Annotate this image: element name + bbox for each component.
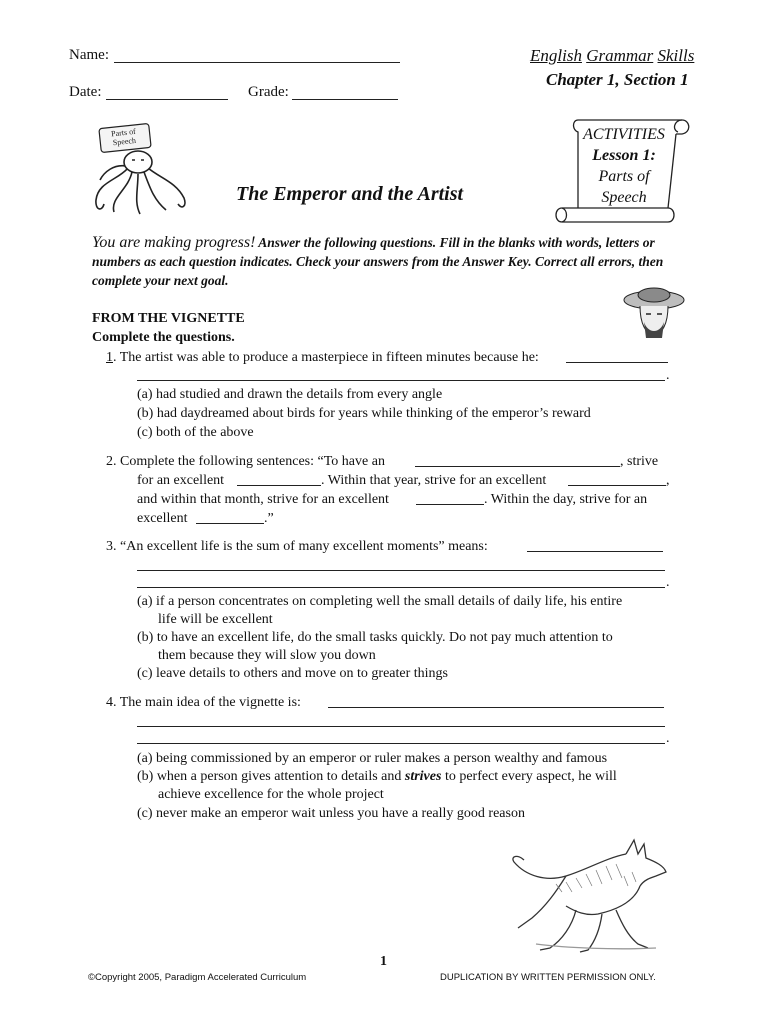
section-subheading: Complete the questions. xyxy=(92,330,235,345)
q3-option-c: (c) leave details to others and move on to greater things xyxy=(137,666,449,681)
question-2-line1a: 2. Complete the following sentences: “To have an xyxy=(106,454,385,469)
q2-blank-2[interactable] xyxy=(237,485,321,486)
question-1: 1. The artist was able to produce a masterpiece in fifteen minutes because he: xyxy=(106,350,539,365)
question-3: 3. “An excellent life is the sum of many excellent moments” means: xyxy=(106,539,488,554)
date-label: Date: xyxy=(69,84,102,100)
intro-paragraph: You are making progress! Answer the following questions. Fill in the blanks with words, letters or numbers as each question indicates. Check your answers from the Answer Key. Correct all errors, then complete your next goal. xyxy=(92,234,664,288)
q4-option-a: (a) being commissioned by an emperor or ruler makes a person wealthy and famous xyxy=(137,751,608,766)
badge-line2: Speech xyxy=(112,135,137,148)
q2-blank-5[interactable] xyxy=(196,523,264,524)
question-4: 4. The main idea of the vignette is: xyxy=(106,695,301,710)
q2-blank-4[interactable] xyxy=(416,504,484,505)
octopus-illustration xyxy=(88,120,193,220)
q1-option-a: (a) had studied and drawn the details from every angle xyxy=(137,387,443,402)
chapter-section: Chapter 1, Section 1 xyxy=(546,70,689,89)
duplication-notice: DUPLICATION BY WRITTEN PERMISSION ONLY. xyxy=(440,972,656,983)
lesson-topic-line2: Speech xyxy=(601,189,647,206)
course-title: English Grammar Skills xyxy=(530,46,695,65)
q2-blank-3[interactable] xyxy=(568,485,666,486)
name-field[interactable] xyxy=(114,48,400,63)
q1-option-b: (b) had daydreamed about birds for years while thinking of the emperor’s reward xyxy=(137,406,591,421)
artist-portrait-illustration xyxy=(622,284,686,342)
q4-option-c: (c) never make an emperor wait unless you have a really good reason xyxy=(137,806,525,821)
q3-answer-line-2[interactable] xyxy=(137,570,665,571)
q2-blank-1[interactable] xyxy=(415,466,620,467)
q4-option-b: (b) when a person gives attention to details and strives to perfect every aspect, he will xyxy=(137,769,617,784)
badge-line1: Parts of xyxy=(110,126,137,139)
section-heading: FROM THE VIGNETTE xyxy=(92,311,245,326)
page-title: The Emperor and the Artist xyxy=(236,183,464,205)
q4-answer-line-2[interactable] xyxy=(137,726,665,727)
q1-answer-line[interactable] xyxy=(566,362,668,363)
grade-field[interactable] xyxy=(292,85,398,100)
grade-label: Grade: xyxy=(248,84,289,100)
activities-scroll xyxy=(550,112,698,228)
q3-answer-line[interactable] xyxy=(527,551,663,552)
q4-answer-line[interactable] xyxy=(328,707,664,708)
wolf-illustration xyxy=(506,836,670,956)
copyright-text: ©Copyright 2005, Paradigm Accelerated Curriculum xyxy=(88,972,307,983)
q4-answer-line-3[interactable] xyxy=(137,743,665,744)
q1-answer-line-2[interactable] xyxy=(137,380,665,381)
activities-label: ACTIVITIES xyxy=(583,126,665,143)
name-label: Name: xyxy=(69,47,109,63)
q3-option-a: (a) if a person concentrates on completing well the small details of daily life, his entire xyxy=(137,594,623,609)
date-field[interactable] xyxy=(106,85,228,100)
lesson-label: Lesson 1: xyxy=(592,147,656,164)
q1-option-c: (c) both of the above xyxy=(137,425,254,440)
page-number: 1 xyxy=(380,954,387,969)
q3-option-b: (b) to have an excellent life, do the small tasks quickly. Do not pay much attention to xyxy=(137,630,613,645)
q3-answer-line-3[interactable] xyxy=(137,587,665,588)
lesson-topic-line1: Parts of xyxy=(598,168,650,185)
